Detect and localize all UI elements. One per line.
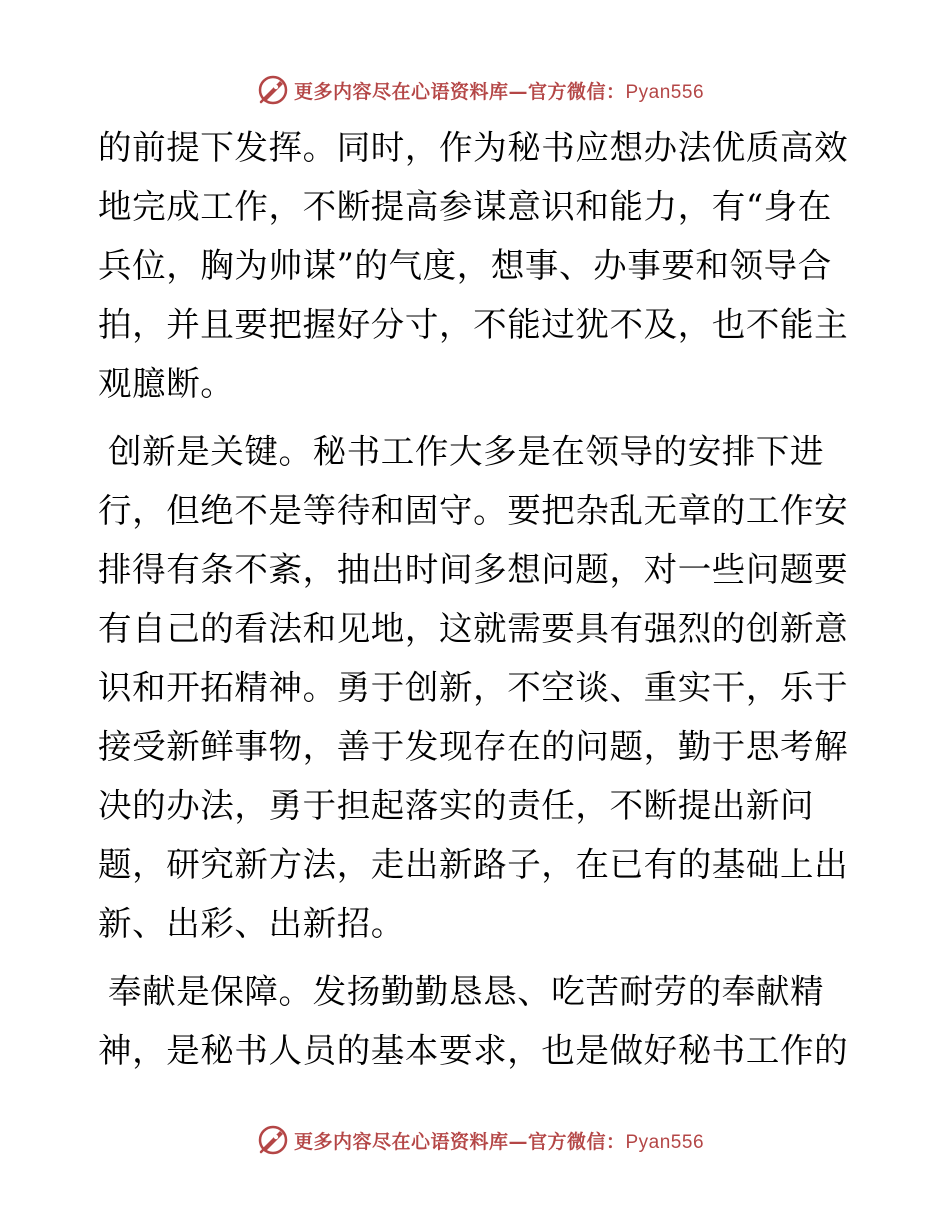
paragraph-line: 兵位，胸为帅谋”的气度，想事、办事要和领导合 — [98, 246, 832, 285]
footer-banner-label: 更多内容尽在心语资料库—官方微信： — [293, 1130, 626, 1153]
header-banner — [0, 70, 950, 110]
header-banner-label: 更多内容尽在心语资料库—官方微信： — [293, 80, 626, 103]
paragraph-1 — [98, 118, 853, 413]
paragraph-line: 题，研究新方法，走出新路子，在已有的基础上出 — [98, 845, 849, 884]
paragraph-line: 新、出彩、出新招。 — [98, 904, 405, 943]
paragraph-line: 奉献是保障。发扬勤勤恳恳、吃苦耐劳的奉献精 — [108, 972, 825, 1011]
paragraph-line: 决的办法，勇于担起落实的责任，不断提出新问 — [98, 786, 815, 825]
paragraph-line: 有自己的看法和见地，这就需要具有强烈的创新意 — [98, 609, 849, 648]
paragraph-2 — [98, 422, 853, 953]
header-banner-content — [256, 73, 704, 107]
paragraph-line: 排得有条不紊，抽出时间多想问题，对一些问题要 — [98, 550, 849, 589]
pen-logo-icon — [256, 1123, 290, 1157]
document-body — [98, 118, 853, 1080]
paragraph-line: 拍，并且要把握好分寸，不能过犹不及，也不能主 — [98, 305, 849, 344]
footer-wechat-id: Pyan556 — [625, 1131, 705, 1153]
paragraph-line: 创新是关键。秘书工作大多是在领导的安排下进 — [108, 432, 825, 471]
paragraph-line: 识和开拓精神。勇于创新，不空谈、重实干，乐于 — [98, 668, 849, 707]
paragraph-line: 的前提下发挥。同时，作为秘书应想办法优质高效 — [98, 128, 849, 167]
footer-banner-text — [294, 1127, 704, 1154]
footer-banner-content — [256, 1123, 704, 1157]
footer-banner — [0, 1120, 950, 1160]
paragraph-line: 接受新鲜事物，善于发现存在的问题，勤于思考解 — [98, 727, 849, 766]
header-wechat-id: Pyan556 — [625, 81, 705, 103]
header-banner-text — [294, 77, 704, 104]
paragraph-3 — [98, 962, 853, 1080]
paragraph-line: 地完成工作，不断提高参谋意识和能力，有“身在 — [98, 187, 832, 226]
pen-logo-icon — [256, 73, 290, 107]
paragraph-line: 行，但绝不是等待和固守。要把杂乱无章的工作安 — [98, 491, 849, 530]
paragraph-line: 观臆断。 — [98, 364, 235, 403]
paragraph-line: 神，是秘书人员的基本要求，也是做好秘书工作的 — [98, 1031, 849, 1070]
